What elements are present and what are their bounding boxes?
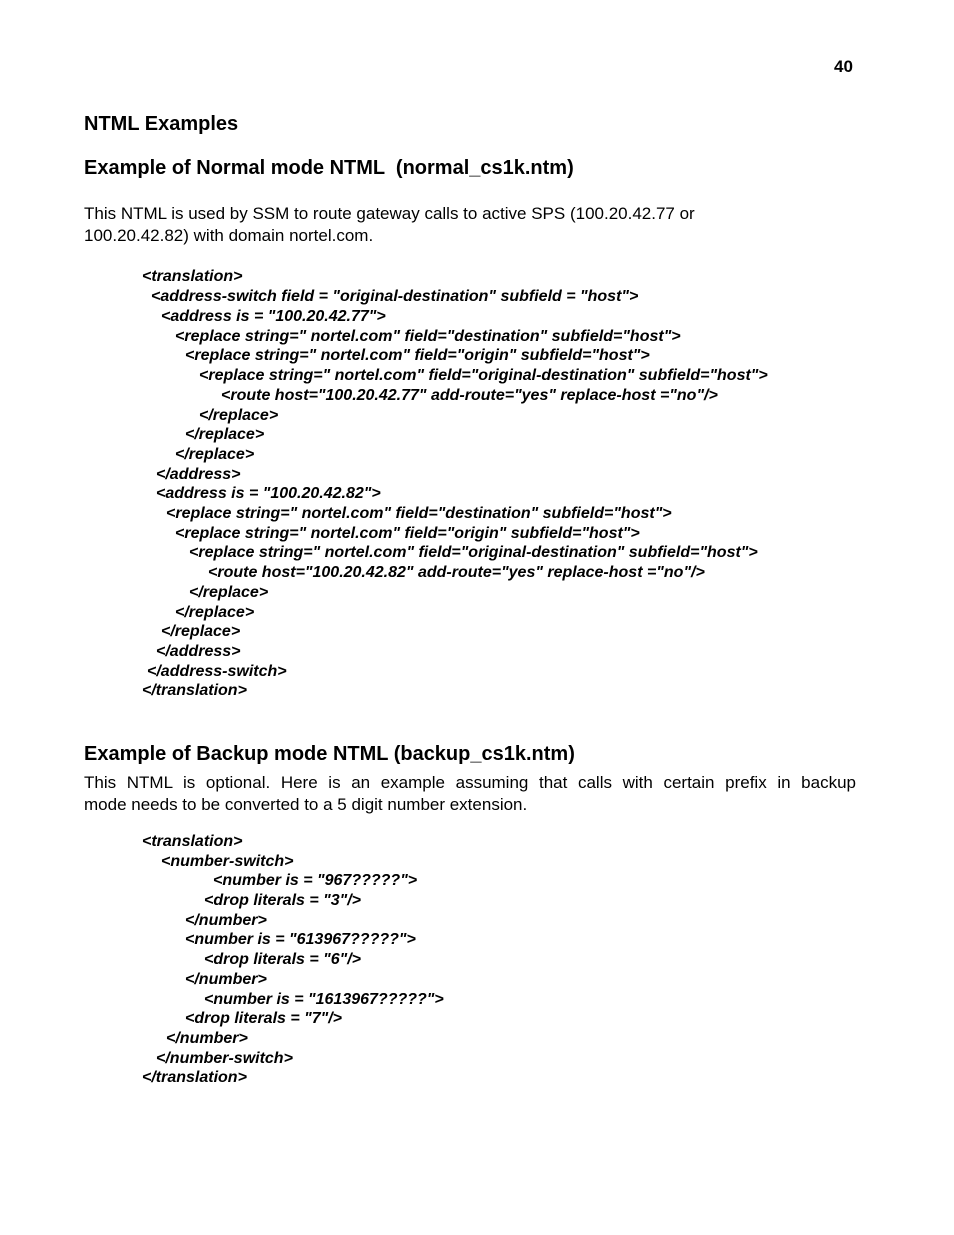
normal-para-line-1: This NTML is used by SSM to route gateway calls to active SPS (100.20.42.77 or (84, 204, 695, 223)
code-line: <drop literals = "6"/> (204, 951, 362, 968)
code-line: </address-switch> (147, 663, 287, 680)
code-line: </address> (156, 643, 241, 660)
code-line: <replace string=" nortel.com" field="origin" subfield="host"> (175, 525, 640, 542)
code-line: <number is = "613967?????"> (185, 931, 416, 948)
code-line: </number> (185, 912, 267, 929)
code-line: <replace string=" nortel.com" field="original-destination" subfield="host"> (189, 544, 758, 561)
code-line: </replace> (185, 426, 265, 443)
code-line: <replace string=" nortel.com" field="origin" subfield="host"> (185, 347, 650, 364)
backup-mode-heading: Example of Backup mode NTML (backup_cs1k.ntm) (84, 743, 575, 765)
code-line: <address is = "100.20.42.77"> (161, 308, 386, 325)
backup-para-line-2: mode needs to be converted to a 5 digit number extension. (84, 795, 528, 814)
code-line: </address> (156, 466, 241, 483)
code-line: <drop literals = "3"/> (204, 892, 362, 909)
code-line: </replace> (199, 407, 279, 424)
code-line: <address is = "100.20.42.82"> (156, 485, 381, 502)
code-line: </number> (185, 971, 267, 988)
code-line: </number-switch> (156, 1050, 293, 1067)
normal-para-line-2: 100.20.42.82) with domain nortel.com. (84, 226, 374, 245)
code-line: </replace> (161, 623, 241, 640)
code-line: </number> (166, 1030, 248, 1047)
code-line: <replace string=" nortel.com" field="destination" subfield="host"> (175, 328, 681, 345)
backup-mode-paragraph (84, 772, 856, 816)
code-line: </translation> (142, 682, 247, 699)
code-line: <drop literals = "7"/> (185, 1010, 343, 1027)
code-line: </replace> (175, 446, 255, 463)
code-line: </replace> (175, 604, 255, 621)
page-number: 40 (834, 57, 853, 76)
code-line: <address-switch field = "original-destination" subfield = "host"> (151, 288, 639, 305)
code-line: <translation> (142, 268, 243, 285)
code-line: </translation> (142, 1069, 247, 1086)
code-line: <replace string=" nortel.com" field="original-destination" subfield="host"> (199, 367, 768, 384)
section-title: NTML Examples (84, 113, 239, 135)
normal-mode-heading: Example of Normal mode NTML (normal_cs1k.ntm) (84, 157, 574, 179)
code-line: </replace> (189, 584, 269, 601)
normal-mode-paragraph (84, 203, 695, 247)
code-line: <number is = "967?????"> (213, 872, 418, 889)
code-line: <translation> (142, 833, 243, 850)
code-line: <number is = "1613967?????"> (204, 991, 444, 1008)
backup-para-line-1: This NTML is optional. Here is an example assuming that calls with certain prefix in backup (84, 773, 856, 792)
code-line: <route host="100.20.42.77" add-route="yes" replace-host ="no"/> (221, 387, 718, 404)
code-line: <route host="100.20.42.82" add-route="yes" replace-host ="no"/> (208, 564, 705, 581)
code-line: <replace string=" nortel.com" field="destination" subfield="host"> (166, 505, 672, 522)
code-line: <number-switch> (161, 853, 294, 870)
